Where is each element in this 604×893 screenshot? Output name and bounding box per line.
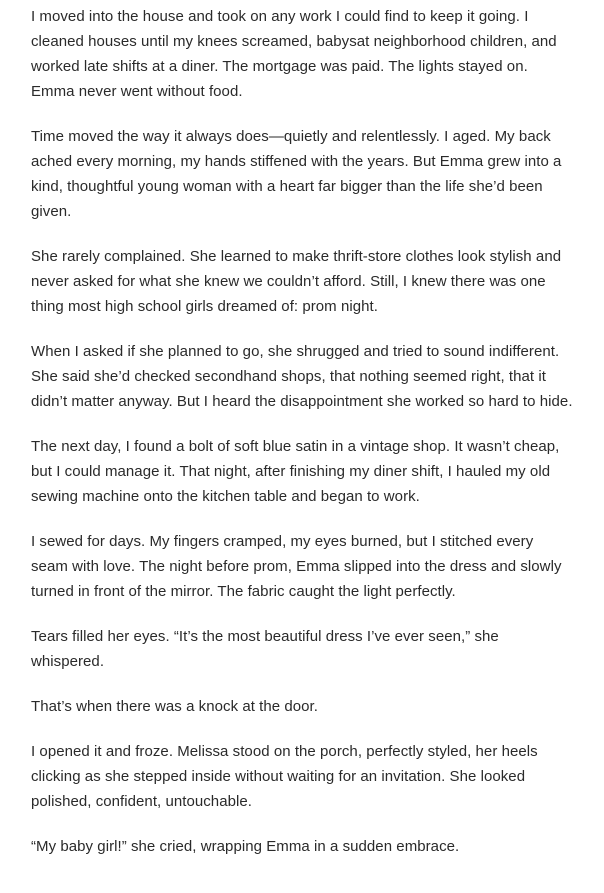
paragraph: I opened it and froze. Melissa stood on the porch, perfectly styled, her heels clicking as she stepped inside without waiting for an invitation. She looked polished, confident, untouchable. bbox=[31, 743, 538, 810]
paragraph: She rarely complained. She learned to make thrift-store clothes look stylish and never asked for what she knew we couldn’t afford. Still, I knew there was one thing most high school girls dreamed of: prom night. bbox=[31, 248, 562, 315]
paragraph: That’s when there was a knock at the door. bbox=[31, 698, 318, 715]
paragraph: I sewed for days. My fingers cramped, my eyes burned, but I stitched every seam with love. The night before prom, Emma slipped into the dress and slowly turned in front of the mirror. The fabric caught the light perfectly. bbox=[31, 533, 562, 600]
paragraph: “My baby girl!” she cried, wrapping Emma in a sudden embrace. bbox=[31, 838, 460, 855]
paragraph: I moved into the house and took on any work I could find to keep it going. I cleaned houses until my knees screamed, babysat neighborhood children, and worked late shifts at a diner. The mortgage was paid. The lights stayed on. Emma never went without food. bbox=[31, 8, 557, 100]
paragraph: The next day, I found a bolt of soft blue satin in a vintage shop. It wasn’t cheap, but I could manage it. That night, after finishing my diner shift, I hauled my old sewing machine onto the kitchen table and began to work. bbox=[31, 438, 560, 505]
paragraph: Time moved the way it always does—quietly and relentlessly. I aged. My back ached every morning, my hands stiffened with the years. But Emma grew into a kind, thoughtful young woman with a heart far bigger than the life she’d been given. bbox=[31, 128, 562, 220]
paragraph: Tears filled her eyes. “It’s the most beautiful dress I’ve ever seen,” she whispered. bbox=[31, 628, 499, 670]
paragraph: When I asked if she planned to go, she shrugged and tried to sound indifferent. She said she’d checked secondhand shops, that nothing seemed right, that it didn’t matter anyway. But I heard the disappointment she worked so hard to hide. bbox=[31, 343, 573, 410]
